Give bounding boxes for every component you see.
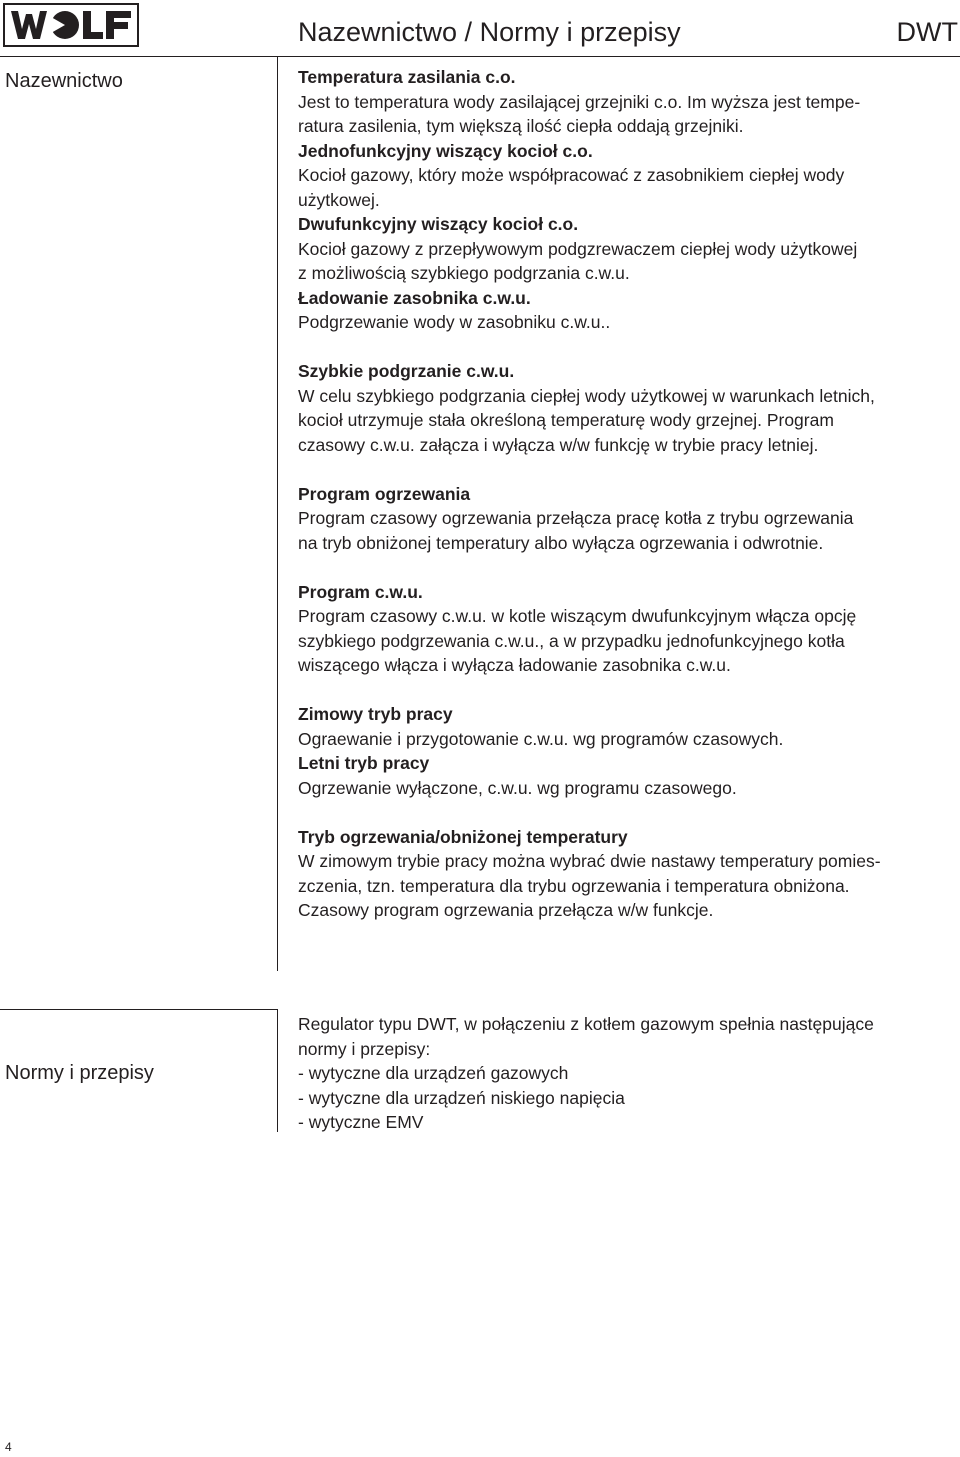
glossary-definition-line: W celu szybkiego podgrzania ciepłej wody użytkowej w warunkach letnich, (298, 385, 875, 406)
standards-line: Regulator typu DWT, w połączeniu z kotłem gazowym spełnia następujące (298, 1014, 874, 1034)
glossary-definition-line: kocioł utrzymuje stała określoną temperaturę wody grzejnej. Program (298, 410, 834, 430)
wolf-logo-icon (5, 5, 137, 45)
glossary-term: Temperatura zasilania c.o. (298, 67, 516, 87)
glossary-term: Program c.w.u. (298, 581, 423, 602)
standards-list-item: - wytyczne EMV (298, 1112, 424, 1132)
glossary-definition-line: na tryb obniżonej temperatury albo wyłącza ogrzewania i odwrotnie. (298, 532, 824, 553)
column-divider-glossary (277, 56, 278, 971)
glossary-definition-line: z możliwością szybkiego podgrzania c.w.u. (298, 263, 630, 283)
glossary-definition-line: Kocioł gazowy z przepływowym podgzrewaczem ciepłej wody użytkowej (298, 238, 858, 259)
standards-list-item: - wytyczne dla urządzeń gazowych (298, 1063, 569, 1083)
product-code: DWT (896, 17, 958, 47)
glossary-definition-line: W zimowym trybie pracy można wybrać dwie nastawy temperatury pomies- (298, 851, 881, 871)
glossary-definition-line: Program czasowy ogrzewania przełącza pracę kotła z trybu ogrzewania (298, 508, 854, 528)
glossary-term: Dwufunkcyjny wiszący kocioł c.o. (298, 214, 579, 234)
section-label-glossary: Nazewnictwo (5, 70, 123, 92)
glossary-definition-line: zczenia, tzn. temperatura dla trybu ogrzewania i temperatura obniżona. (298, 875, 850, 896)
glossary-definition-line: wiszącego włącza i wyłącza ładowanie zasobnika c.w.u. (298, 655, 731, 675)
glossary-definition-line: szybkiego podgrzewania c.w.u., a w przypadku jednofunkcyjnego kotła (298, 630, 845, 651)
standards-line: normy i przepisy: (298, 1038, 431, 1059)
section-label-standards: Normy i przepisy (5, 1062, 154, 1084)
glossary-definition-line: Czasowy program ogrzewania przełącza w/w funkcje. (298, 900, 714, 920)
glossary-definition-line: Podgrzewanie wody w zasobniku c.w.u.. (298, 312, 611, 332)
glossary-definition-line: Ogrzewanie wyłączone, c.w.u. wg programu czasowego. (298, 777, 737, 798)
page-title: Nazewnictwo / Normy i przepisy (298, 17, 681, 47)
glossary-term: Program ogrzewania (298, 483, 471, 504)
standards-list-item: - wytyczne dla urządzeń niskiego napięcia (298, 1087, 625, 1108)
header-divider (0, 56, 960, 57)
glossary-definition-line: Program czasowy c.w.u. w kotle wiszącym dwufunkcyjnym włącza opcję (298, 606, 857, 626)
wolf-logo (3, 3, 139, 47)
glossary-term: Jednofunkcyjny wiszący kocioł c.o. (298, 140, 593, 161)
page-number: 4 (5, 1440, 12, 1454)
glossary-definition-line: Jest to temperatura wody zasilającej grzejniki c.o. Im wyższa jest tempe- (298, 91, 861, 112)
glossary-term: Szybkie podgrzanie c.w.u. (298, 361, 515, 381)
glossary-term: Ładowanie zasobnika c.w.u. (298, 287, 531, 308)
glossary-definition-line: użytkowej. (298, 189, 380, 210)
glossary-definition-line: czasowy c.w.u. załącza i wyłącza w/w funkcję w trybie pracy letniej. (298, 434, 819, 455)
glossary-term: Zimowy tryb pracy (298, 704, 453, 724)
glossary-definition-line: Kocioł gazowy, który może współpracować z zasobnikiem ciepłej wody (298, 165, 845, 185)
glossary-definition-line: ratura zasilenia, tym większą ilość ciepła oddają grzejniki. (298, 116, 744, 136)
standards-content (298, 1012, 958, 1135)
section-divider (0, 1009, 277, 1010)
glossary-definition-line: Ograewanie i przygotowanie c.w.u. wg programów czasowych. (298, 728, 784, 749)
column-divider-standards (277, 1009, 278, 1132)
glossary-term: Tryb ogrzewania/obniżonej temperatury (298, 826, 628, 847)
glossary-term: Letni tryb pracy (298, 753, 430, 773)
glossary-content (298, 65, 958, 923)
